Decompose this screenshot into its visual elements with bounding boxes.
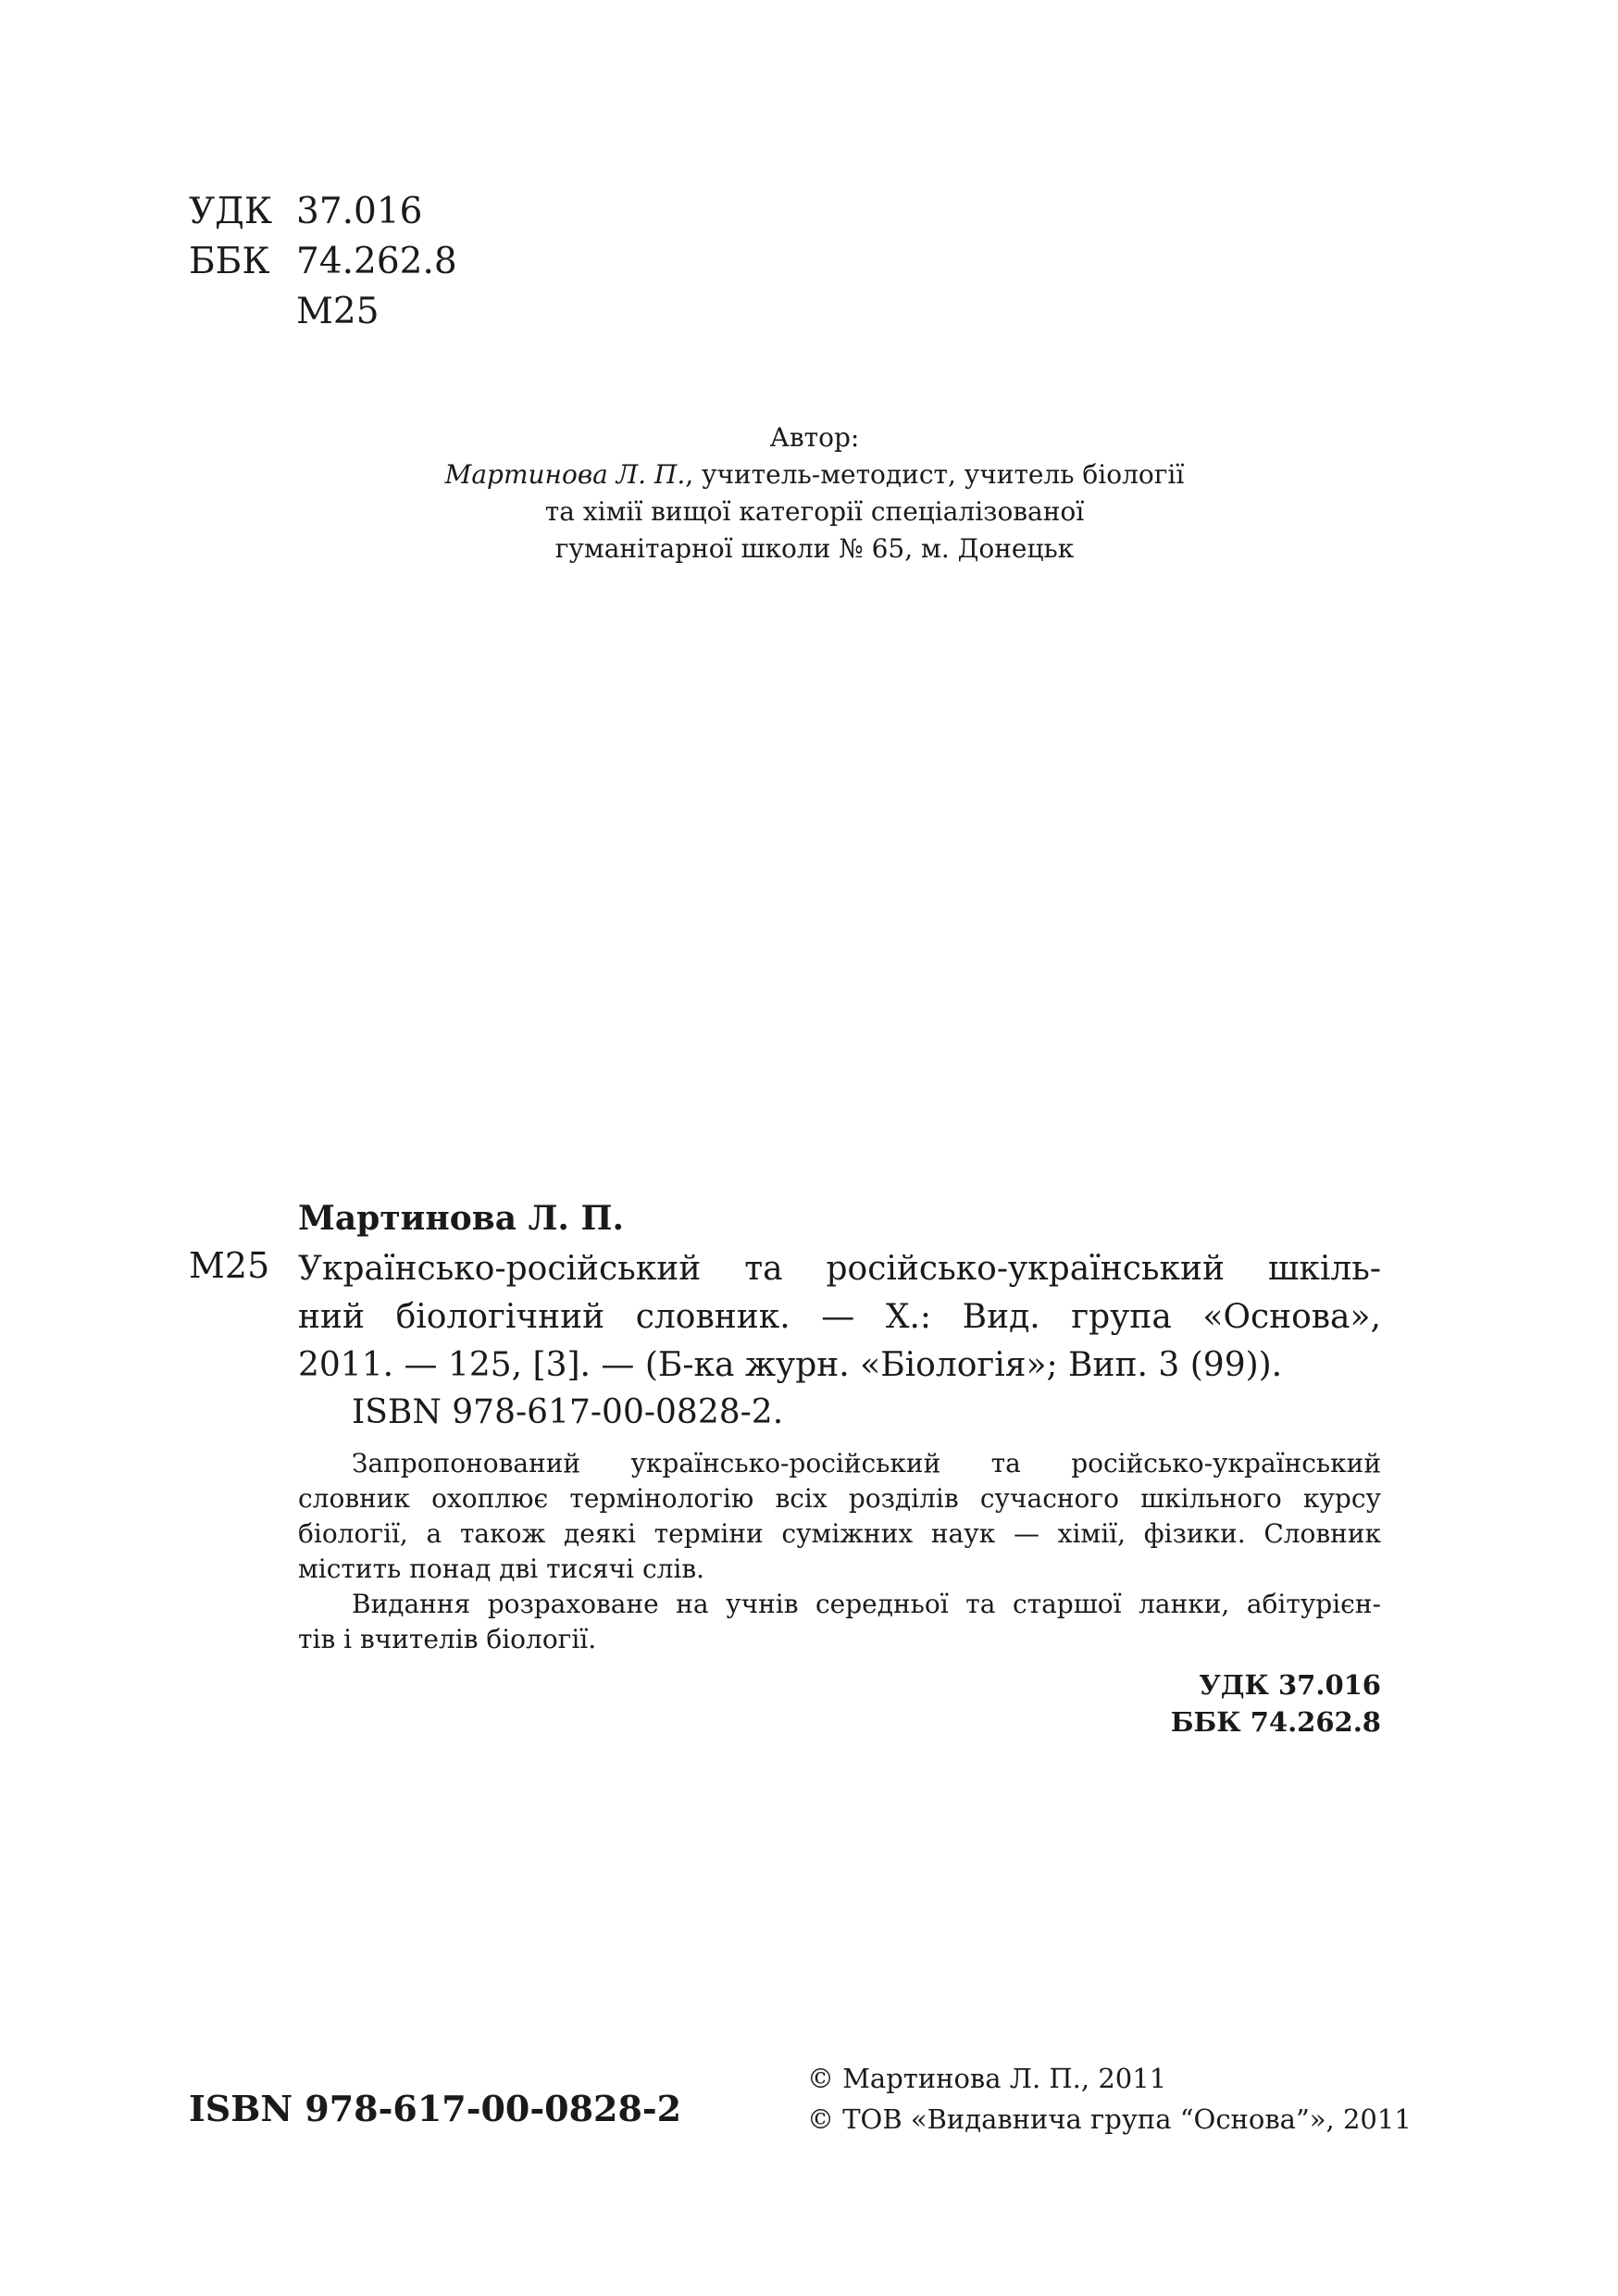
author-school: гуманітарної школи № 65, м. Донецьк — [554, 533, 1075, 564]
author-name: Мартинова Л. П. — [444, 459, 686, 490]
card-author-mark: М25 — [189, 1245, 270, 1286]
annotation-line: біології, а також деякі терміни суміжних наук — хімії, фізики. Словник — [298, 1518, 1381, 1549]
annotation-line: Запропонований українсько-російський та російсько-український — [352, 1448, 1381, 1479]
card-bbk: ББК 74.262.8 — [1170, 1706, 1381, 1738]
author-line-1 — [352, 455, 1277, 494]
author-line-3 — [352, 530, 1277, 568]
annotation-line: словник охоплює термінологію всіх розділів сучасного шкільного курсу — [298, 1483, 1381, 1514]
author-role: , учитель-методист, учитель біології — [685, 459, 1185, 490]
author-mark: М25 — [296, 291, 380, 332]
author-heading-text: Автор: — [769, 422, 860, 453]
classification-block — [189, 187, 559, 344]
card-description-line: ний біологічний словник. — Х.: Вид. група «Основа», — [298, 1298, 1381, 1336]
bbk-value: 74.262.8 — [296, 241, 457, 282]
bbk-label: ББК — [189, 241, 270, 282]
footer-isbn: ISBN 978-617-00-0828-2 — [189, 2088, 682, 2129]
annotation — [298, 1446, 1381, 1657]
card-isbn: ISBN 978-617-00-0828-2. — [352, 1393, 784, 1431]
card-classification — [1171, 1666, 1381, 1741]
udk-label: УДК — [189, 191, 273, 232]
annotation-line: Видання розраховане на учнів середньої та старшої ланки, абітурієн- — [352, 1589, 1381, 1619]
copyright-publisher: © ТОВ «Видавнича група “Основа”», 2011 — [807, 2103, 1412, 2135]
card-description-line: Українсько-російський та російсько-український шкіль- — [298, 1250, 1381, 1288]
author-heading — [352, 418, 1277, 457]
card-description — [298, 1245, 1381, 1390]
copyright-author: © Мартинова Л. П., 2011 — [807, 2063, 1167, 2094]
card-udk: УДК 37.016 — [1199, 1669, 1381, 1701]
annotation-line: тів і вчителів біології. — [298, 1624, 597, 1654]
card-author-name: Мартинова Л. П. — [298, 1199, 625, 1238]
author-role-line-2: та хімії вищої категорії спеціалізованої — [544, 496, 1085, 527]
author-line-2 — [352, 493, 1277, 531]
annotation-line: містить понад дві тисячі слів. — [298, 1554, 705, 1584]
udk-value: 37.016 — [296, 191, 423, 232]
card-description-line: 2011. — 125, [3]. — (Б-ка журн. «Біологія»; Вип. 3 (99)). — [298, 1346, 1283, 1384]
